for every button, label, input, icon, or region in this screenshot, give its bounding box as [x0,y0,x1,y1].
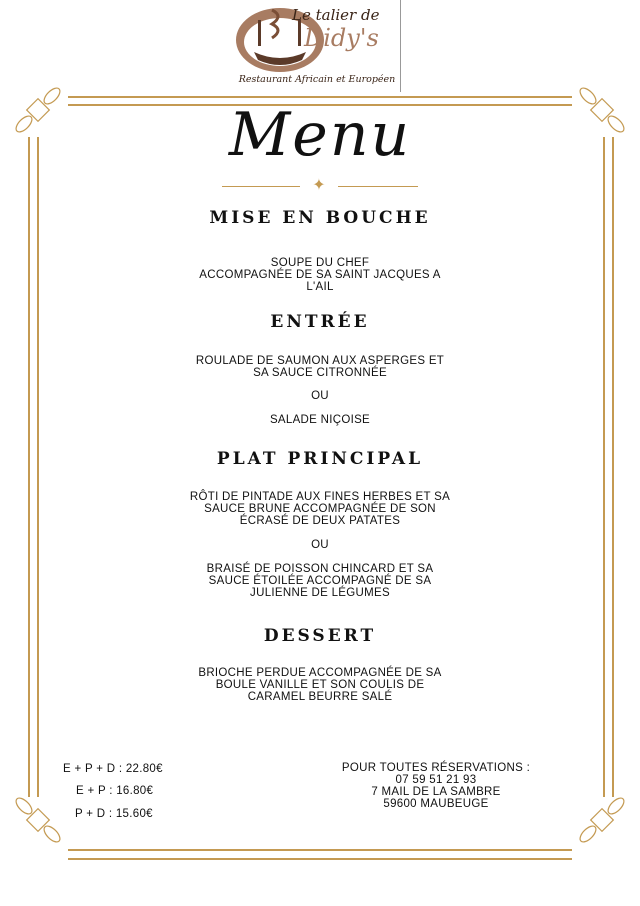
or-label: OU [311,390,329,402]
price-formula-pd: P + D : 15.60€ [75,808,153,820]
reservation-label: POUR TOUTES RÉSERVATIONS : [341,762,531,774]
section-heading-dessert: DESSERT [263,626,377,646]
phone-number: 07 59 51 21 93 [395,774,477,786]
price-formula-epd: E + P + D : 22.80€ [63,763,163,775]
title-divider-right [338,186,418,187]
dish-line: RÔTI DE PINTADE AUX FINES HERBES ET SA [189,491,451,503]
address-street: 7 MAIL DE LA SAMBRE [371,786,501,798]
dish-line: BRAISÉ DE POISSON CHINCARD ET SA [206,563,434,575]
dish-line: ROULADE DE SAUMON AUX ASPERGES ET [195,355,445,367]
frame-top-outer [68,96,572,98]
logo-tagline: Restaurant Africain et Européen [238,74,396,85]
logo-separator [400,0,401,92]
dish-line: SA SAUCE CITRONNÉE [253,367,387,379]
corner-ornament-icon [578,796,626,844]
dish-line: SALADE NIÇOISE [269,414,371,426]
price-formula-ep: E + P : 16.80€ [76,785,154,797]
corner-ornament-icon [14,796,62,844]
dish-line: L'AIL [306,281,334,293]
dish-line: ÉCRASÉ DE DEUX PATATES [239,515,401,527]
title-divider-left [222,186,300,187]
dish-line: SAUCE BRUNE ACCOMPAGNÉE DE SON [204,503,436,515]
dish-line: ACCOMPAGNÉE DE SA SAINT JACQUES A [199,269,441,281]
section-heading-mise-en-bouche: MISE EN BOUCHE [209,208,431,228]
address-city: 59600 MAUBEUGE [383,798,489,810]
dish-line: JULIENNE DE LÉGUMES [250,587,390,599]
menu-title: Menu [228,100,412,170]
logo-line2: Didy's [304,24,379,52]
frame-bottom-outer [68,858,572,860]
dish-line: BOULE VANILLE ET SON COULIS DE [215,679,425,691]
sparkle-icon: ✦ [312,177,326,194]
dish-line: CARAMEL BEURRE SALÉ [247,691,393,703]
section-heading-plat-principal: PLAT PRINCIPAL [216,449,424,469]
or-label: OU [311,539,329,551]
dish-line: SAUCE ÉTOILÉE ACCOMPAGNÉ DE SA [208,575,432,587]
logo-line1: Le talier de [292,6,380,24]
frame-bottom-inner [68,849,572,851]
dish-line: BRIOCHE PERDUE ACCOMPAGNÉE DE SA [198,667,442,679]
dish-line: SOUPE DU CHEF [270,257,370,269]
restaurant-logo [232,0,402,92]
reservation-contact [300,762,572,810]
section-heading-entree: ENTRÉE [270,312,370,332]
